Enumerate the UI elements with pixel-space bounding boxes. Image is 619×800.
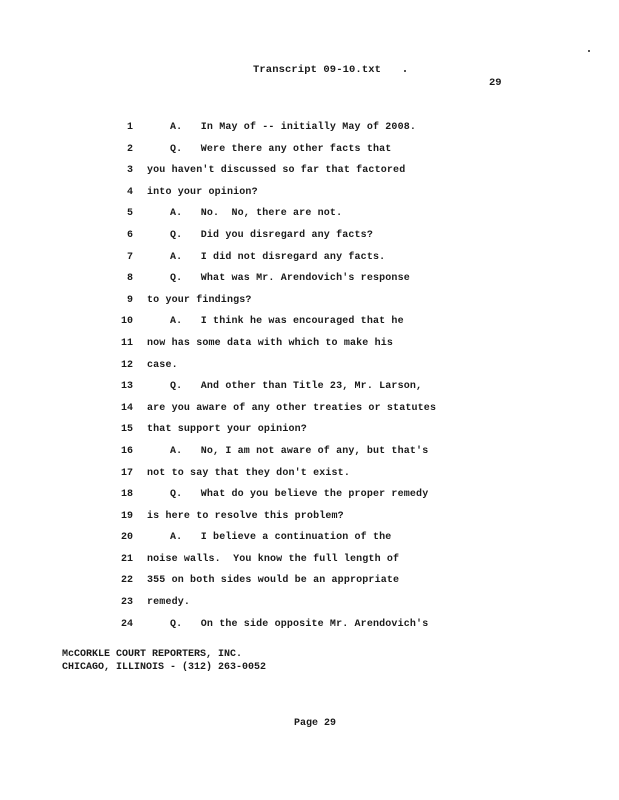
page-number: 29 <box>489 77 502 89</box>
line-number: 1 <box>126 122 133 133</box>
transcript-line <box>0 552 619 574</box>
line-number: 5 <box>126 208 133 220</box>
line-number: 22 <box>120 575 133 587</box>
line-text: Q. Were there any other facts that <box>170 143 392 155</box>
line-text: A. In May of -- initially May of 2008. <box>170 122 417 133</box>
transcript-line <box>0 379 619 401</box>
line-text: is here to resolve this problem? <box>147 510 344 522</box>
transcript-line <box>0 358 619 380</box>
line-number: 23 <box>120 597 133 609</box>
transcript-line <box>0 163 619 185</box>
line-number: 20 <box>120 532 133 544</box>
line-text: A. I believe a continuation of the <box>170 532 392 544</box>
line-number: 8 <box>126 273 133 285</box>
line-number: 13 <box>120 381 133 393</box>
transcript-line <box>0 573 619 595</box>
transcript-line <box>0 530 619 552</box>
line-text: to your findings? <box>147 294 252 306</box>
line-text: Q. What do you believe the proper remedy <box>170 489 429 501</box>
transcript-line <box>0 314 619 336</box>
line-text: remedy. <box>147 597 191 609</box>
line-text: A. No. No, there are not. <box>170 208 343 220</box>
line-text: that support your opinion? <box>147 424 307 436</box>
page-footer-label: Page 29 <box>294 718 337 729</box>
transcript-line <box>0 120 619 142</box>
line-number: 7 <box>126 251 133 263</box>
transcript-line <box>0 401 619 423</box>
line-text: A. No, I am not aware of any, but that's <box>170 445 429 457</box>
court-reporter-contact: CHICAGO, ILLINOIS - (312) 263-0052 <box>62 662 267 673</box>
scan-speck <box>588 50 590 52</box>
footer-block <box>62 648 266 674</box>
line-text: Q. Did you disregard any facts? <box>170 229 373 241</box>
line-text: Q. On the side opposite Mr. Arendovich's <box>170 618 429 630</box>
line-number: 17 <box>120 467 133 479</box>
line-text: into your opinion? <box>147 186 258 198</box>
line-number: 21 <box>120 553 133 565</box>
line-number: 12 <box>120 359 133 371</box>
document-title: Transcript 09-10.txt <box>253 64 382 76</box>
line-number: 4 <box>126 186 133 198</box>
line-number: 16 <box>120 445 133 457</box>
transcript-line <box>0 293 619 315</box>
transcript-line <box>0 142 619 164</box>
line-number: 18 <box>120 489 133 501</box>
line-text: you haven't discussed so far that factored <box>147 165 406 177</box>
line-number: 10 <box>120 316 133 328</box>
line-text: 355 on both sides would be an appropriate <box>147 575 400 587</box>
transcript-line <box>0 595 619 617</box>
transcript-line <box>0 509 619 531</box>
line-number: 24 <box>120 618 133 630</box>
transcript-line <box>0 271 619 293</box>
transcript-line <box>0 336 619 358</box>
court-reporter-name: McCORKLE COURT REPORTERS, INC. <box>62 649 243 660</box>
scan-speck <box>404 70 406 72</box>
transcript-line <box>0 185 619 207</box>
line-text: not to say that they don't exist. <box>147 467 350 479</box>
line-number: 11 <box>120 337 133 349</box>
line-text: now has some data with which to make his <box>147 337 394 349</box>
transcript-line <box>0 444 619 466</box>
line-text: Q. What was Mr. Arendovich's response <box>170 273 410 285</box>
line-number: 3 <box>126 165 133 177</box>
line-text: are you aware of any other treaties or statutes <box>147 402 437 414</box>
transcript-line <box>0 206 619 228</box>
line-text: noise walls. You know the full length of <box>147 553 400 565</box>
transcript-line <box>0 466 619 488</box>
transcript-lines <box>0 120 619 638</box>
line-number: 14 <box>120 402 133 414</box>
line-text: A. I did not disregard any facts. <box>170 251 386 263</box>
transcript-line <box>0 228 619 250</box>
line-number: 9 <box>126 294 133 306</box>
line-number: 15 <box>120 424 133 436</box>
transcript-line <box>0 250 619 272</box>
transcript-line <box>0 487 619 509</box>
transcript-line <box>0 617 619 639</box>
line-number: 19 <box>120 510 133 522</box>
line-text: Q. And other than Title 23, Mr. Larson, <box>170 381 423 393</box>
line-text: A. I think he was encouraged that he <box>170 316 404 328</box>
transcript-line <box>0 422 619 444</box>
line-text: case. <box>147 359 178 371</box>
line-number: 6 <box>126 229 133 241</box>
line-number: 2 <box>126 143 133 155</box>
